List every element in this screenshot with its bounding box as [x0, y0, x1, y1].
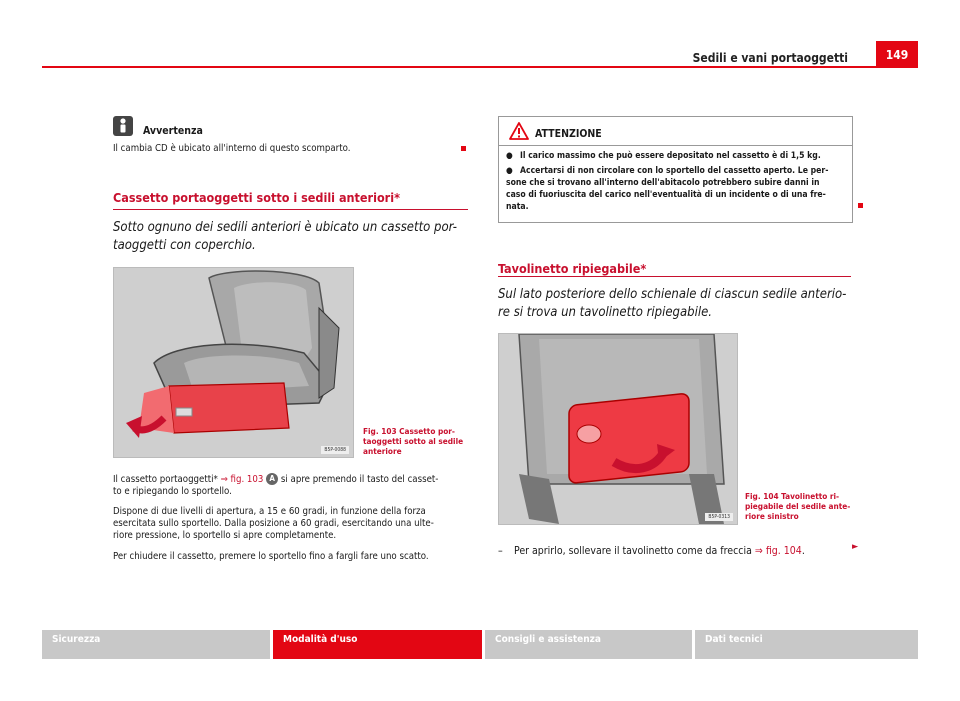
attention-end-mark — [858, 203, 863, 208]
paragraph-text: Il cassetto portaoggetti* — [113, 474, 221, 485]
continue-arrow-icon: ► — [852, 542, 859, 552]
paragraph-line: to e ripiegando lo sportello. — [113, 486, 232, 497]
section-title-table: Tavolinetto ripiegabile* — [498, 261, 647, 276]
section-title-drawer: Cassetto portaoggetti sotto i sedili anteriori* — [113, 190, 400, 205]
note-icon — [113, 116, 133, 136]
page-number: 149 — [876, 41, 918, 68]
seat-drawer-illustration — [114, 268, 353, 457]
header-rule — [42, 66, 918, 68]
figure-caption-line: anteriore — [363, 446, 402, 456]
note-title: Avvertenza — [143, 125, 203, 137]
footer-tab-label: Dati tecnici — [705, 634, 763, 645]
section-rule — [498, 276, 851, 277]
footer-tab-label: Sicurezza — [52, 634, 101, 645]
step-text: . — [801, 545, 805, 557]
marker-a-badge: A — [266, 473, 278, 485]
figure-reference-link[interactable]: ⇒ fig. 103 — [220, 474, 264, 485]
figure-caption-line: piegabile del sedile ante- — [745, 501, 851, 511]
figure-caption-line: Fig. 103 Cassetto por- — [363, 426, 455, 436]
note-text: Il cambia CD è ubicato all'interno di questo scomparto. — [113, 143, 351, 154]
footer-tab-technical[interactable] — [695, 630, 918, 659]
bullet-icon: ● — [506, 151, 513, 161]
figure-caption-line: taoggetti sotto al sedile — [363, 436, 464, 446]
figure-code: B5P-0313 — [705, 513, 733, 521]
attention-item-line: sone che si trovano all'interno dell'abitacolo potrebbero subire danni in — [506, 178, 820, 188]
note-end-mark — [461, 146, 466, 151]
footer-tab-safety[interactable] — [42, 630, 270, 659]
figure-code: B5P-0088 — [321, 446, 349, 454]
folding-table-illustration — [499, 334, 737, 524]
footer-tab-label: Consigli e assistenza — [495, 634, 601, 645]
bullet-icon: ● — [506, 166, 513, 176]
figure-103-seat-drawer — [113, 267, 354, 458]
paragraph-line: riore pressione, lo sportello si apre completamente. — [113, 530, 337, 541]
attention-item: Accertarsi di non circolare con lo sportello del cassetto aperto. Le per- — [520, 166, 829, 176]
attention-box — [498, 116, 853, 223]
paragraph-line: Per chiudere il cassetto, premere lo sportello fino a fargli fare uno scatto. — [113, 551, 429, 562]
section-lead-line: re si trova un tavolinetto ripiegabile. — [498, 305, 712, 320]
attention-item-line: caso di fuoriuscita del carico nell'eventualità di un incidente o di una fre- — [506, 190, 826, 200]
paragraph-open-drawer — [113, 473, 438, 486]
step-dash: – — [498, 545, 503, 557]
paragraph-text: si apre premendo il tasto del casset- — [278, 474, 439, 485]
attention-title: ATTENZIONE — [535, 128, 602, 140]
running-header-title: Sedili e vani portaoggetti — [692, 51, 848, 65]
attention-item-line: nata. — [506, 202, 529, 212]
figure-reference-link[interactable]: ⇒ fig. 104 — [754, 545, 802, 557]
warning-triangle-icon — [509, 122, 529, 140]
footer-tab-advice[interactable] — [485, 630, 692, 659]
step-text: Per aprirlo, sollevare il tavolinetto come da freccia — [514, 545, 755, 557]
figure-104-folding-table — [498, 333, 738, 525]
attention-header — [499, 117, 852, 146]
figure-caption-line: Fig. 104 Tavolinetto ri- — [745, 491, 840, 501]
section-lead-line: taoggetti con coperchio. — [113, 238, 256, 253]
paragraph-line: esercitata sullo sportello. Dalla posizione a 60 gradi, esercitando una ulte- — [113, 518, 434, 529]
attention-item: Il carico massimo che può essere depositato nel cassetto è di 1,5 kg. — [520, 151, 821, 161]
section-lead-line: Sotto ognuno dei sedili anteriori è ubicato un cassetto por- — [113, 220, 457, 235]
footer-tab-label: Modalità d'uso — [283, 634, 358, 645]
paragraph-line: Dispone di due livelli di apertura, a 15 e 60 gradi, in funzione della forza — [113, 506, 426, 517]
footer-tab-usage[interactable] — [273, 630, 482, 659]
step-open-table — [514, 545, 805, 557]
section-lead-line: Sul lato posteriore dello schienale di ciascun sedile anterio- — [498, 287, 847, 302]
figure-caption-line: riore sinistro — [745, 511, 799, 521]
section-rule — [113, 209, 468, 210]
